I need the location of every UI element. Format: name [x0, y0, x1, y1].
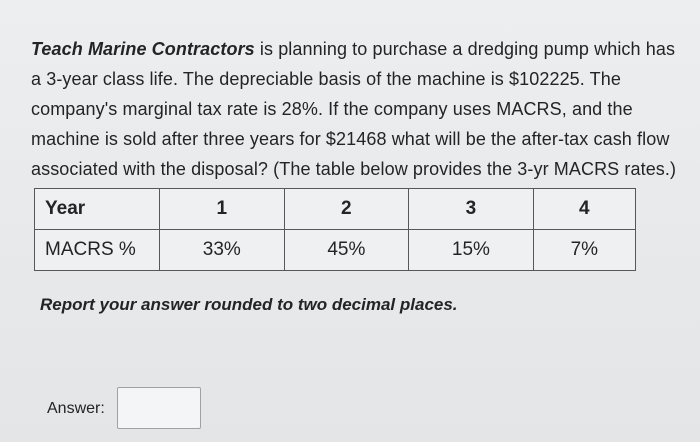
macrs-rate-4: 7% — [533, 230, 635, 271]
answer-label: Answer: — [47, 400, 105, 417]
year-1: 1 — [160, 189, 285, 230]
macrs-rate-row — [35, 230, 636, 271]
year-header-label: Year — [35, 189, 160, 230]
answer-input[interactable] — [117, 387, 201, 429]
rounding-instruction: Report your answer rounded to two decimal places. — [40, 295, 458, 314]
macrs-rate-2: 45% — [284, 230, 409, 271]
macrs-rate-3: 15% — [409, 230, 534, 271]
question-body: is planning to purchase a dredging pump which has a 3-year class life. The depreciable basis of the machine is $102225. The company's marginal tax rate is 28%. If the company uses MACRS, and the machine is sold after three years for $21468 what will be the after-tax cash flow associated with the disposal? (The table below provides the 3-yr MACRS rates.) — [31, 39, 677, 179]
macrs-table — [34, 188, 636, 271]
question-text — [31, 34, 681, 184]
year-4: 4 — [533, 189, 635, 230]
year-3: 3 — [409, 189, 534, 230]
macrs-rate-1: 33% — [160, 230, 285, 271]
year-2: 2 — [284, 189, 409, 230]
macrs-header-row — [35, 189, 636, 230]
macrs-row-label: MACRS % — [35, 230, 160, 271]
company-name: Teach Marine Contractors — [31, 39, 255, 59]
